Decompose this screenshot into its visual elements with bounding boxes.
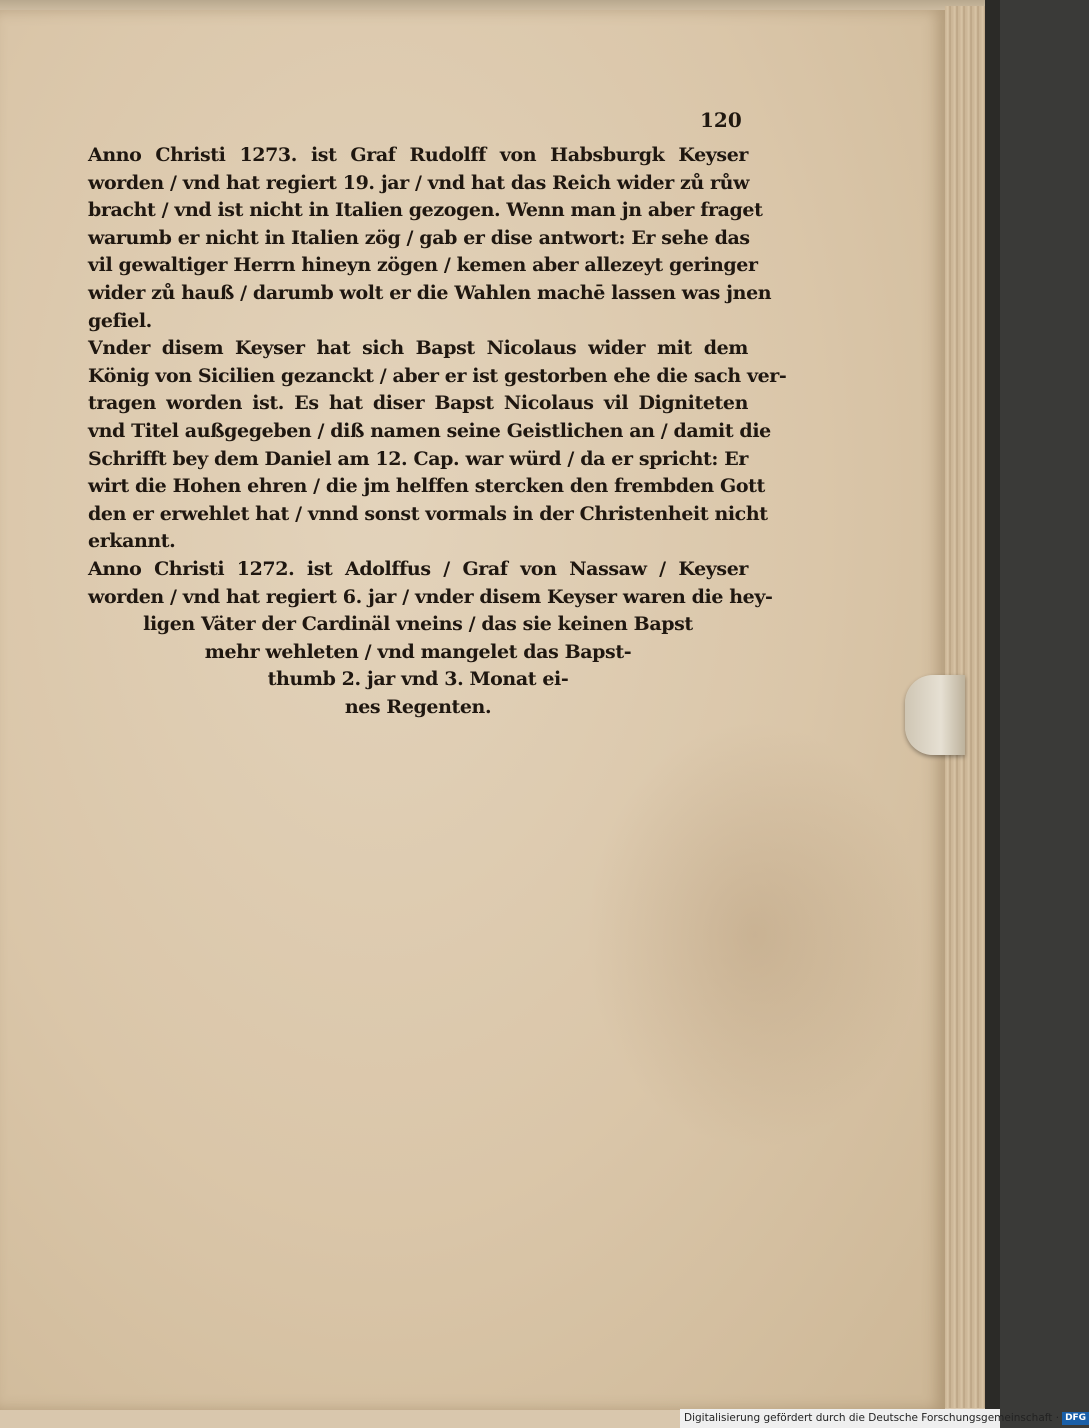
text-line: den er erwehlet hat / vnnd sonst vormals in der Christenheit nicht — [88, 502, 768, 525]
text-block — [88, 142, 787, 721]
text-line: Anno Christi 1272. ist Adolffus / Graf von Nassaw / Keyser — [88, 557, 748, 580]
text-line: Anno Christi 1273. ist Graf Rudolff von Habsburgk Keyser — [88, 144, 748, 166]
paragraph-2 — [88, 335, 787, 556]
text-line: worden / vnd hat regiert 6. jar / vnder disem Keyser waren die hey- — [88, 585, 773, 608]
credit-text: Digitalisierung gefördert durch die Deutsche Forschungsgemeinschaft · — [684, 1412, 1060, 1424]
scanner-border — [985, 0, 1000, 1428]
page-clip-tab — [905, 675, 965, 755]
text-line: wider zů hauß / darumb wolt er die Wahlen machē lassen was jnen — [88, 281, 772, 304]
text-line: Vnder disem Keyser hat sich Bapst Nicolaus wider mit dem — [88, 337, 748, 360]
text-line: Schrifft bey dem Daniel am 12. Cap. war würd / da er spricht: Er — [88, 447, 748, 470]
text-line: wirt die Hohen ehren / die jm helffen stercken den frembden Gott — [88, 475, 765, 498]
text-line: thumb 2. jar vnd 3. Monat ei- — [267, 668, 569, 691]
text-line: König von Sicilien gezanckt / aber er ist gestorben ehe die sach ver- — [88, 364, 787, 387]
text-line: vnd Titel außgegeben / diß namen seine Geistlichen an / damit die — [88, 419, 771, 442]
paragraph-3 — [88, 556, 773, 722]
text-line: mehr wehleten / vnd mangelet das Bapst- — [204, 640, 632, 663]
dfg-logo: DFG — [1062, 1412, 1089, 1425]
text-line: ligen Väter der Cardinäl vneins / das sie keinen Bapst — [143, 613, 693, 636]
text-line: tragen worden ist. Es hat diser Bapst Nicolaus vil Digniteten — [88, 392, 748, 415]
show-through-shadow — [585, 720, 925, 1150]
text-line: nes Regenten. — [344, 695, 492, 718]
text-line: bracht / vnd ist nicht in Italien gezogen. Wenn man jn aber fraget — [88, 199, 763, 222]
text-line: erkannt. — [88, 530, 176, 553]
digitization-credit — [680, 1409, 1087, 1428]
text-line: warumb er nicht in Italien zög / gab er dise antwort: Er sehe das — [88, 226, 750, 249]
paragraph-1 — [88, 142, 772, 335]
text-line: gefiel. — [88, 309, 152, 332]
page-number: 120 — [700, 108, 742, 132]
text-line: worden / vnd hat regiert 19. jar / vnd hat das Reich wider zů růw — [88, 171, 750, 194]
text-line: vil gewaltiger Herrn hineyn zögen / kemen aber allezeyt geringer — [88, 254, 758, 277]
